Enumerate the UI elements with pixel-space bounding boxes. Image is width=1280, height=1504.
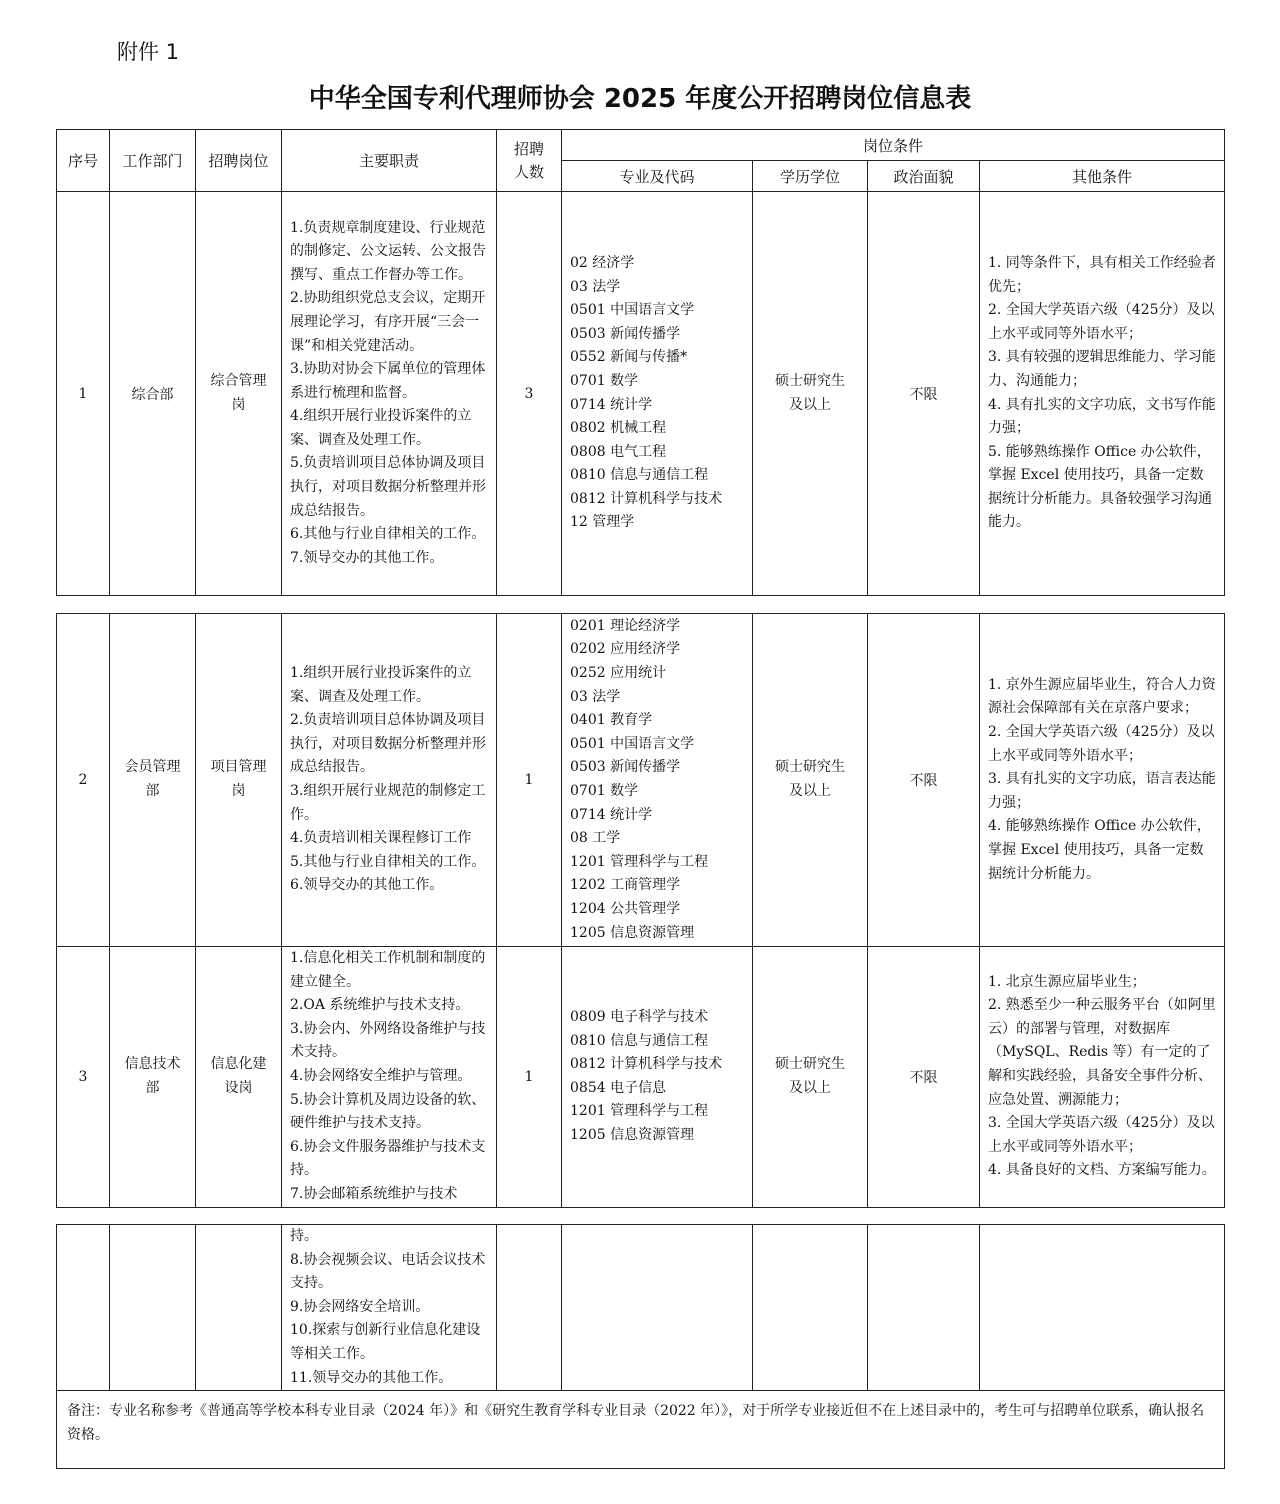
other-item: 2. 全国大学英语六级（425分）及以上水平或同等外语水平； — [988, 302, 1215, 342]
header-conditions: 岗位条件 — [562, 130, 1225, 161]
row-dept: 信息技术部 — [110, 947, 196, 1208]
major-item: 1204 公共管理学 — [570, 900, 681, 917]
major-item: 12 管理学 — [570, 514, 635, 531]
duty-item: 5.其他与行业自律相关的工作。 — [290, 853, 486, 870]
other-item: 5. 能够熟练操作 Office 办公软件，掌握 Excel 使用技巧，具备一定数据统计分析能力。具备较强学习沟通能力。 — [988, 443, 1212, 531]
header-count: 招聘人数 — [497, 130, 562, 192]
row-post: 综合管理岗 — [196, 192, 282, 596]
duty-item: 5.协会计算机及周边设备的软、硬件维护与技术支持。 — [290, 1091, 486, 1132]
major-item: 0202 应用经济学 — [570, 641, 681, 658]
duty-item: 6.领导交办的其他工作。 — [290, 877, 444, 894]
row-political: 不限 — [868, 192, 980, 596]
duty-item: 6.协会文件服务器维护与技术支持。 — [290, 1138, 486, 1179]
row-post: 信息化建设岗 — [196, 947, 282, 1208]
row-seq: 2 — [57, 614, 110, 947]
major-item: 0503 新闻传播学 — [570, 759, 681, 776]
major-item: 0252 应用统计 — [570, 665, 667, 682]
row-count: 1 — [497, 614, 562, 947]
other-item: 1. 京外生源应届毕业生，符合人力资源社会保障部有关在京落户要求； — [988, 676, 1216, 717]
recruitment-table-part-3 — [56, 1224, 1225, 1469]
duty-item: 持。 — [290, 1228, 318, 1244]
duty-item: 8.协会视频会议、电话会议技术支持。 — [290, 1251, 486, 1292]
major-item: 0552 新闻与传播* — [570, 349, 688, 366]
major-item: 0810 信息与通信工程 — [570, 1032, 709, 1049]
attachment-label: 附件 1 — [117, 40, 180, 64]
table-row — [57, 192, 1225, 596]
row-seq: 3 — [57, 947, 110, 1208]
row-dept: 会员管理部 — [110, 614, 196, 947]
other-item: 2. 熟悉至少一种云服务平台（如阿里云）的部署与管理，对数据库（MySQL、Redis 等）有一定的了解和实践经验，具备安全事件分析、应急处置、溯源能力； — [988, 997, 1216, 1108]
recruitment-table-part-1 — [56, 129, 1225, 596]
page-title: 中华全国专利代理师协会 2025 年度公开招聘岗位信息表 — [308, 84, 972, 114]
duty-item: 4.组织开展行业投诉案件的立案、调查及处理工作。 — [290, 408, 472, 448]
duty-item: 3.协会内、外网络设备维护与技术支持。 — [290, 1020, 486, 1061]
major-item: 0501 中国语言文学 — [570, 302, 695, 319]
duty-item: 11.领导交办的其他工作。 — [290, 1369, 453, 1386]
duty-item: 10.探索与创新行业信息化建设等相关工作。 — [290, 1322, 481, 1362]
major-item: 0810 信息与通信工程 — [570, 467, 709, 484]
row-count: 3 — [497, 192, 562, 596]
header-other: 其他条件 — [980, 161, 1225, 192]
row-seq: 1 — [57, 192, 110, 596]
table-note: 备注：专业名称参考《普通高等学校本科专业目录（2024 年）》和《研究生教育学科专业目录（2022 年）》，对于所学专业接近但不在上述目录中的，考生可与招聘单位联系，确认报名资格。 — [57, 1391, 1225, 1469]
other-item: 3. 具有扎实的文字功底，语言表达能力强； — [988, 771, 1216, 811]
row-degree: 硕士研究生及以上 — [753, 614, 868, 947]
row-duties — [282, 947, 497, 1208]
row-degree: 硕士研究生及以上 — [753, 947, 868, 1208]
major-item: 1202 工商管理学 — [570, 877, 681, 894]
major-item: 0501 中国语言文学 — [570, 735, 695, 752]
major-item: 0812 计算机科学与技术 — [570, 1056, 723, 1073]
major-item: 1205 信息资源管理 — [570, 924, 695, 941]
major-item: 02 经济学 — [570, 254, 635, 271]
duty-item: 7.领导交办的其他工作。 — [290, 549, 444, 566]
major-item: 03 法学 — [570, 278, 621, 295]
table-row — [57, 947, 1225, 1208]
row-other — [980, 947, 1225, 1208]
major-item: 0701 数学 — [570, 783, 639, 799]
header-duties: 主要职责 — [282, 130, 497, 192]
header-degree: 学历学位 — [753, 161, 868, 192]
duty-item: 2.负责培训项目总体协调及项目执行，对项目数据分析整理并形成总结报告。 — [290, 712, 486, 776]
table-row-continuation — [57, 1225, 1225, 1391]
major-item: 0714 统计学 — [570, 806, 653, 823]
recruitment-table-part-2 — [56, 613, 1225, 1208]
duty-item: 4.协会网络安全维护与管理。 — [290, 1067, 472, 1084]
header-seq: 序号 — [57, 130, 110, 192]
other-item: 2. 全国大学英语六级（425分）及以上水平或同等外语水平； — [988, 724, 1215, 764]
row-degree: 硕士研究生及以上 — [753, 192, 868, 596]
duty-item: 7.协会邮箱系统维护与技术 — [290, 1185, 458, 1202]
major-item: 03 法学 — [570, 688, 621, 705]
row-post: 项目管理岗 — [196, 614, 282, 947]
major-item: 1201 管理科学与工程 — [570, 853, 709, 870]
row-majors — [562, 947, 753, 1208]
header-political: 政治面貌 — [868, 161, 980, 192]
other-item: 3. 具有较强的逻辑思维能力、学习能力、沟通能力； — [988, 349, 1216, 389]
other-item: 4. 能够熟练操作 Office 办公软件，掌握 Excel 使用技巧，具备一定数据统计分析能力。 — [988, 818, 1211, 882]
duty-item: 3.协助对协会下属单位的管理体系进行梳理和监督。 — [290, 361, 486, 401]
major-item: 0808 电气工程 — [570, 443, 667, 460]
row-political: 不限 — [868, 947, 980, 1208]
header-dept: 工作部门 — [110, 130, 196, 192]
row-duties — [282, 192, 497, 596]
major-item: 0714 统计学 — [570, 396, 653, 413]
duty-item: 1.负责规章制度建设、行业规范的制修定、公文运转、公文报告撰写、重点工作督办等工作。 — [290, 219, 486, 283]
row-duties — [282, 614, 497, 947]
duty-item: 2.协助组织党总支会议，定期开展理论学习，有序开展“三会一课”和相关党建活动。 — [290, 290, 486, 354]
other-item: 1. 同等条件下，具有相关工作经验者优先； — [988, 254, 1216, 295]
row-majors — [562, 614, 753, 947]
other-item: 4. 具有扎实的文字功底，文书写作能力强； — [988, 396, 1216, 437]
major-item: 1205 信息资源管理 — [570, 1126, 695, 1143]
duty-item: 1.信息化相关工作机制和制度的建立健全。 — [290, 950, 486, 990]
major-item: 0802 机械工程 — [570, 420, 667, 437]
major-item: 0401 教育学 — [570, 712, 653, 729]
header-major: 专业及代码 — [562, 161, 753, 192]
other-item: 3. 全国大学英语六级（425分）及以上水平或同等外语水平； — [988, 1115, 1215, 1155]
row-other — [980, 192, 1225, 596]
duty-item: 1.组织开展行业投诉案件的立案、调查及处理工作。 — [290, 665, 472, 705]
major-item: 0809 电子科学与技术 — [570, 1008, 709, 1025]
table-row — [57, 614, 1225, 947]
major-item: 0701 数学 — [570, 372, 639, 389]
other-item: 4. 具备良好的文档、方案编写能力。 — [988, 1162, 1216, 1179]
duty-item: 6.其他与行业自律相关的工作。 — [290, 526, 486, 543]
major-item: 08 工学 — [570, 830, 621, 847]
row-majors — [562, 192, 753, 596]
row-other — [980, 614, 1225, 947]
duty-item: 4.负责培训相关课程修订工作 — [290, 830, 472, 847]
row-duties-continued — [282, 1225, 497, 1391]
major-item: 1201 管理科学与工程 — [570, 1103, 709, 1120]
major-item: 0854 电子信息 — [570, 1079, 667, 1096]
row-dept: 综合部 — [110, 192, 196, 596]
duty-item: 2.OA 系统维护与技术支持。 — [290, 997, 470, 1014]
major-item: 0503 新闻传播学 — [570, 325, 681, 342]
row-count: 1 — [497, 947, 562, 1208]
duty-item: 9.协会网络安全培训。 — [290, 1298, 430, 1315]
major-item: 0812 计算机科学与技术 — [570, 490, 723, 507]
header-post: 招聘岗位 — [196, 130, 282, 192]
duty-item: 3.组织开展行业规范的制修定工作。 — [290, 783, 486, 823]
other-item: 1. 北京生源应届毕业生； — [988, 973, 1146, 990]
duty-item: 5.负责培训项目总体协调及项目执行，对项目数据分析整理并形成总结报告。 — [290, 455, 486, 519]
major-item: 0201 理论经济学 — [570, 617, 681, 634]
row-political: 不限 — [868, 614, 980, 947]
